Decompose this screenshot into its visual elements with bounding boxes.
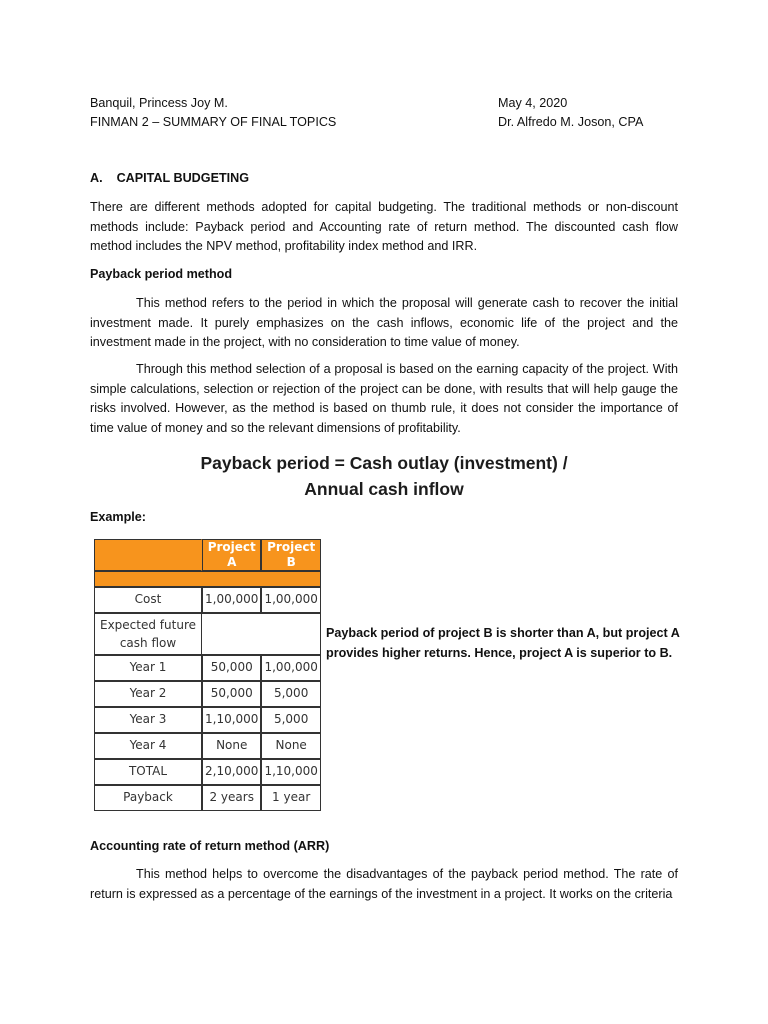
row-label: Year 1: [94, 655, 202, 681]
row-label: Payback: [94, 785, 202, 811]
instructor-name: Dr. Alfredo M. Joson, CPA: [498, 115, 644, 129]
table-row: [94, 587, 321, 613]
row-label: Year 3: [94, 707, 202, 733]
project-b-value: 1,00,000: [261, 655, 320, 681]
project-a-value: 1,10,000: [202, 707, 261, 733]
project-b-value: 1,10,000: [261, 759, 320, 785]
arr-paragraph-1: This method helps to overcome the disadvantages of the payback period method. The rate of return is expressed as a percentage of the earnings of the investment in a project. It works on the criteria: [90, 867, 678, 901]
project-b-value: 5,000: [261, 681, 320, 707]
payback-comparison-note: Payback period of project B is shorter than A, but project A provides higher returns. Hence, project A is superior to B.: [326, 626, 680, 660]
author-name: Banquil, Princess Joy M.: [90, 96, 228, 110]
payback-method-heading: Payback period method: [90, 267, 233, 281]
table-header-band: [94, 571, 321, 587]
row-label: Year 4: [94, 733, 202, 759]
project-b-value: None: [261, 733, 320, 759]
section-heading-capital-budgeting: A. CAPITAL BUDGETING: [90, 171, 250, 185]
row-label: Year 2: [94, 681, 202, 707]
row-label: TOTAL: [94, 759, 202, 785]
project-b-value: 1 year: [261, 785, 320, 811]
payback-formula-line-2: Annual cash inflow: [304, 479, 464, 499]
project-a-value: None: [202, 733, 261, 759]
project-b-value: 1,00,000: [261, 587, 320, 613]
course-title: FINMAN 2 – SUMMARY OF FINAL TOPICS: [90, 115, 337, 129]
payback-example-table: [94, 539, 321, 811]
project-a-value: 50,000: [202, 655, 261, 681]
merged-empty-cell: [202, 613, 321, 655]
capital-budgeting-intro: There are different methods adopted for capital budgeting. The traditional methods or non-discount methods include: Payback period and Accounting rate of return method. The discounted cash flow method includes the NPV method, profitability index method and IRR.: [90, 200, 678, 253]
row-label: Expected future cash flow: [94, 613, 202, 655]
table-header-project-b: Project B: [261, 539, 320, 571]
table-header-project-a: Project A: [202, 539, 261, 571]
project-a-value: 2,10,000: [202, 759, 261, 785]
project-b-value: 5,000: [261, 707, 320, 733]
table-header-empty: [94, 539, 202, 571]
payback-formula-line-1: Payback period = Cash outlay (investment) /: [200, 453, 568, 473]
payback-paragraph-2: Through this method selection of a proposal is based on the earning capacity of the project. With simple calculations, selection or rejection of the project can be done, with results that will help gauge the risks involved. However, as the method is based on thumb rule, it does not consider the importance of time value of money and so the relevant dimensions of profitability.: [90, 362, 678, 435]
document-date: May 4, 2020: [498, 96, 568, 110]
table-row: [94, 733, 321, 759]
table-row: [94, 681, 321, 707]
project-a-value: 1,00,000: [202, 587, 261, 613]
table-row: [94, 707, 321, 733]
payback-paragraph-1: This method refers to the period in which the proposal will generate cash to recover the initial investment made. It purely emphasizes on the cash inflows, economic life of the project and the investment made in the project, with no consideration to time value of money.: [90, 296, 678, 349]
project-a-value: 50,000: [202, 681, 261, 707]
table-row: [94, 759, 321, 785]
project-a-value: 2 years: [202, 785, 261, 811]
example-label: Example:: [90, 510, 146, 524]
table-row: [94, 785, 321, 811]
table-row: [94, 613, 321, 655]
table-row: [94, 655, 321, 681]
row-label: Cost: [94, 587, 202, 613]
arr-method-heading: Accounting rate of return method (ARR): [90, 839, 330, 853]
